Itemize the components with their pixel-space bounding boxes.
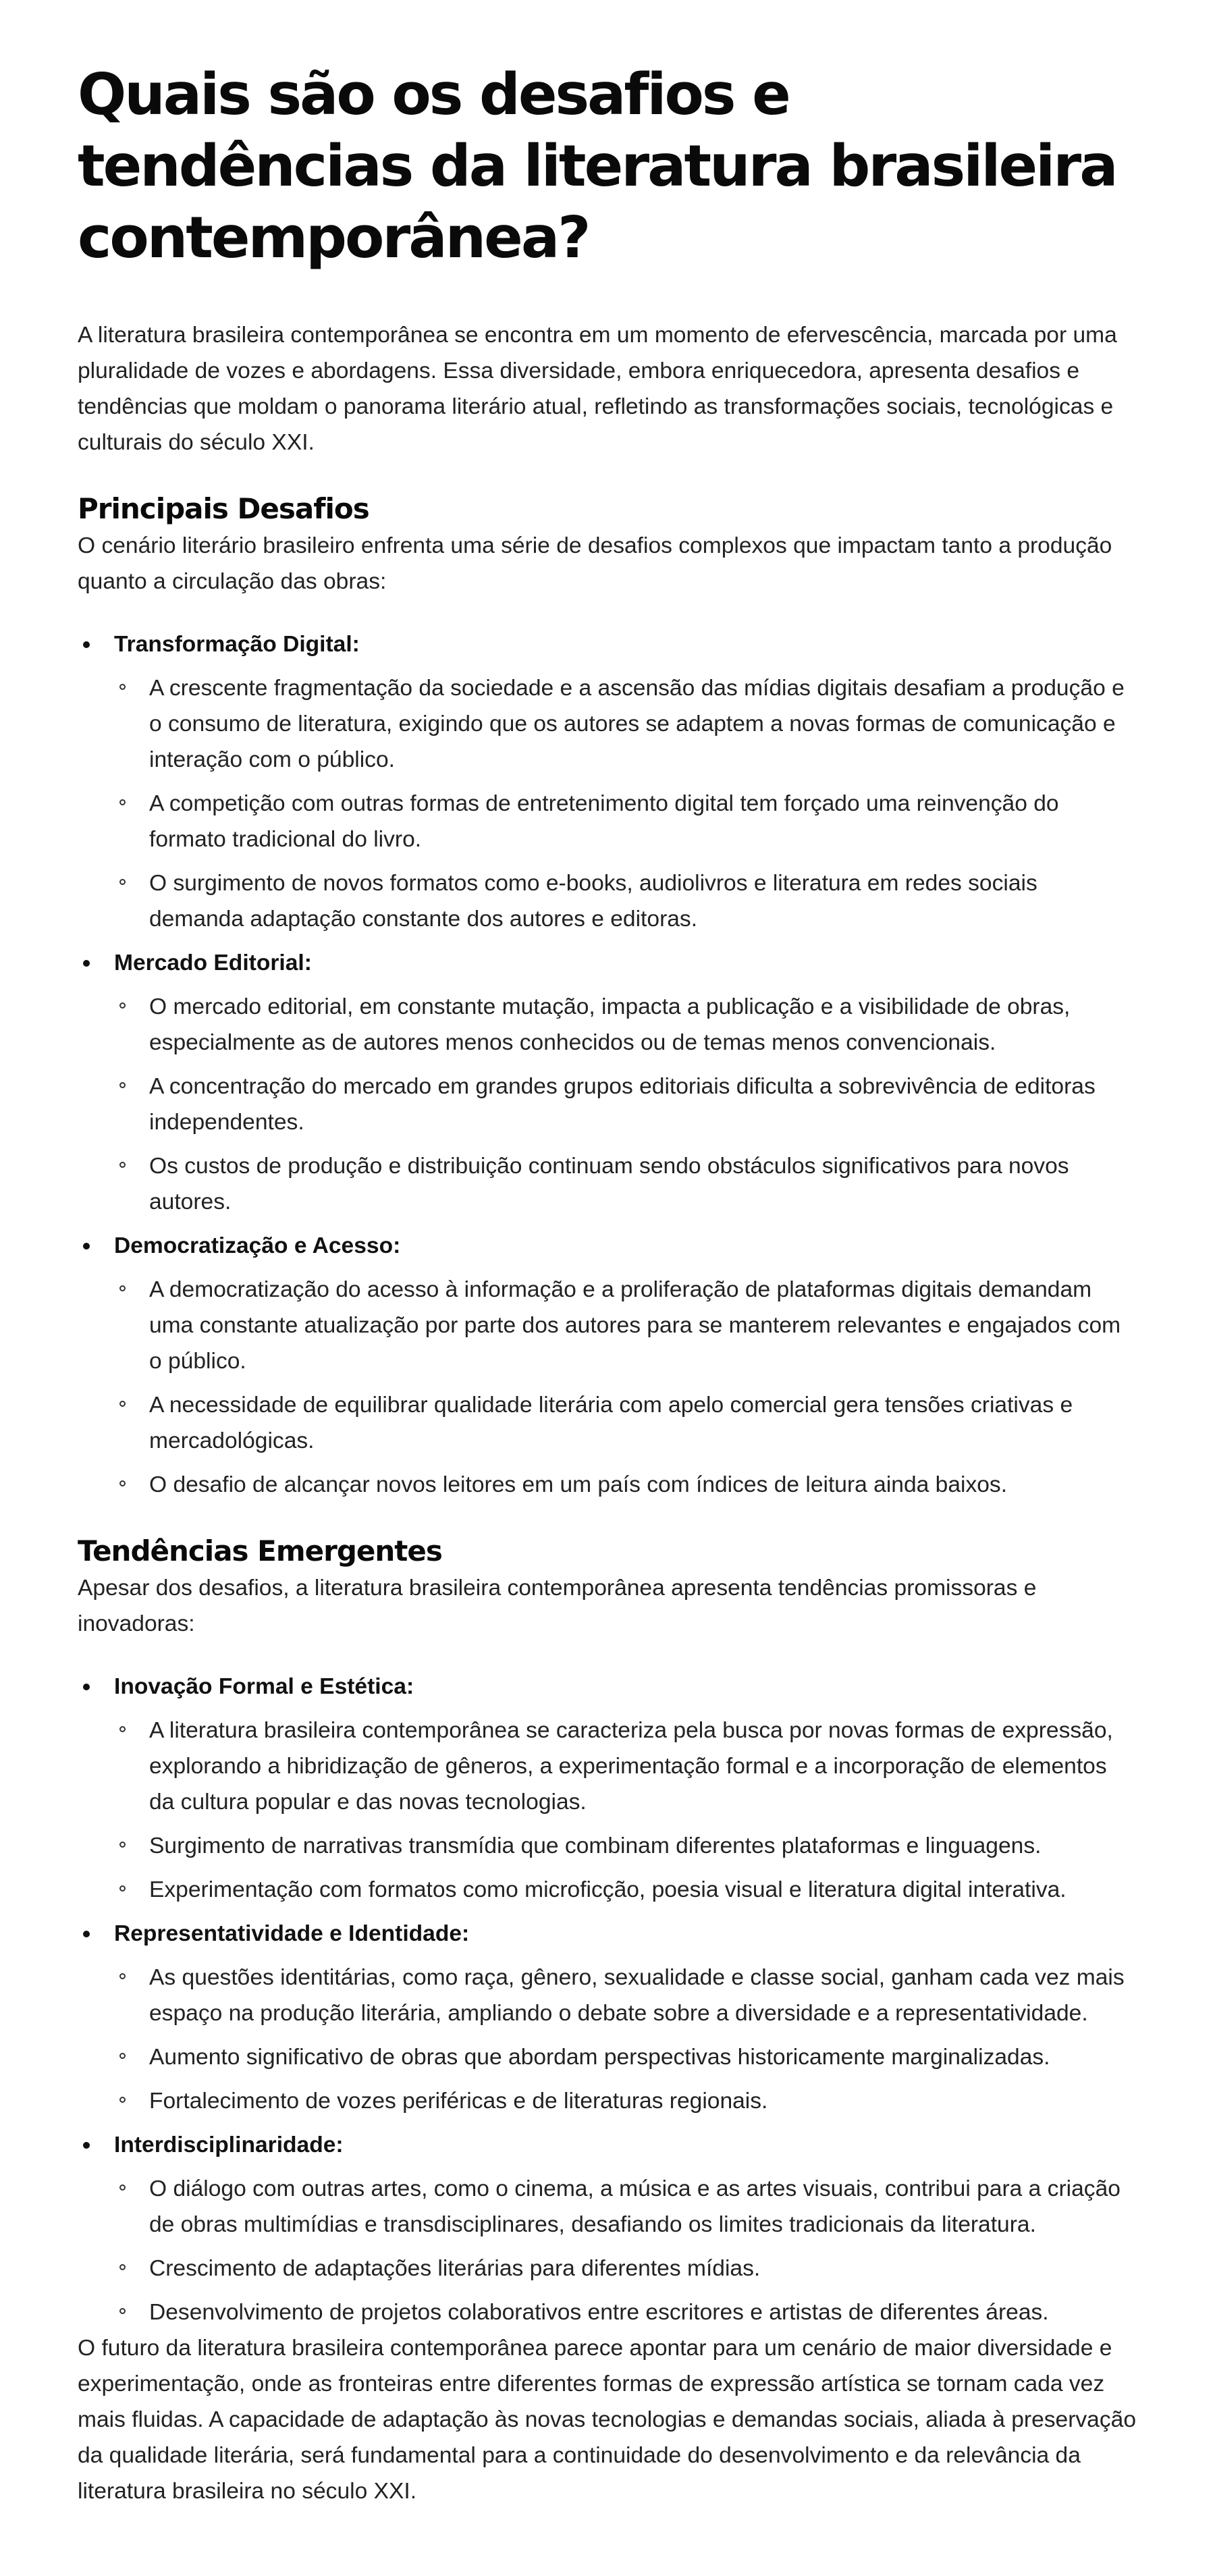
list-item: As questões identitárias, como raça, gênero, sexualidade e classe social, ganham cada vez mais espaço na produção literária, ampliando o debate sobre a diversidade e a representatividade. [114, 1960, 1137, 2031]
conclusion-paragraph: O futuro da literatura brasileira contemporânea parece apontar para um cenário de maior diversidade e experimentação, onde as fronteiras entre diferentes formas de expressão artística se tornam cada vez mais fluidas. A capacidade de adaptação às novas tecnologias e demandas sociais, aliada à preservação da qualidade literária, será fundamental para a continuidade do desenvolvimento e da relevância da literatura brasileira no século XXI. [78, 2336, 1136, 2504]
list-item: A necessidade de equilibrar qualidade literária com apelo comercial gera tensões criativas e mercadológicas. [114, 1387, 1137, 1459]
topic-item [78, 1916, 1137, 2119]
challenges-intro: O cenário literário brasileiro enfrenta uma série de desafios complexos que impactam tanto a produção quanto a circulação das obras: [78, 533, 1112, 594]
topic-item [78, 1669, 1137, 1908]
list-item: Desenvolvimento de projetos colaborativos entre escritores e artistas de diferentes áreas. [114, 2295, 1137, 2330]
trends-list [78, 1669, 1137, 2330]
topic-title: Democratização e Acesso: [114, 1233, 401, 1258]
topic-sublist [114, 989, 1137, 1220]
list-item: O mercado editorial, em constante mutação, impacta a publicação e a visibilidade de obras, especialmente as de autores menos conhecidos ou de temas menos convencionais. [114, 989, 1137, 1061]
topic-title: Inovação Formal e Estética: [114, 1674, 414, 1699]
topic-sublist [114, 2171, 1137, 2330]
challenges-heading: Principais Desafios [78, 492, 369, 525]
page-title: Quais são os desafios e tendências da literatura brasileira contemporânea? [78, 61, 1116, 271]
list-item: A crescente fragmentação da sociedade e a ascensão das mídias digitais desafiam a produção e o consumo de literatura, exigindo que os autores se adaptem a novas formas de comunicação e interação com o público. [114, 670, 1137, 778]
topic-sublist [114, 1272, 1137, 1503]
trends-section [78, 1532, 1137, 2330]
list-item: A concentração do mercado em grandes grupos editoriais dificulta a sobrevivência de editoras independentes. [114, 1069, 1137, 1140]
topic-sublist [114, 670, 1137, 937]
trends-heading: Tendências Emergentes [78, 1534, 442, 1567]
challenges-section [78, 490, 1137, 1503]
topic-item [78, 945, 1137, 1220]
topic-title: Representatividade e Identidade: [114, 1921, 470, 1946]
list-item: Os custos de produção e distribuição continuam sendo obstáculos significativos para novos autores. [114, 1148, 1137, 1220]
trends-intro: Apesar dos desafios, a literatura brasileira contemporânea apresenta tendências promissoras e inovadoras: [78, 1576, 1037, 1636]
topic-title: Interdisciplinaridade: [114, 2132, 344, 2157]
topic-title: Mercado Editorial: [114, 950, 312, 975]
list-item: O diálogo com outras artes, como o cinema, a música e as artes visuais, contribui para a criação de obras multimídias e transdisciplinares, desafiando os limites tradicionais da literatura. [114, 2171, 1137, 2243]
list-item: O surgimento de novos formatos como e-books, audiolivros e literatura em redes sociais demanda adaptação constante dos autores e editoras. [114, 865, 1137, 937]
list-item: A democratização do acesso à informação e a proliferação de plataformas digitais demandam uma constante atualização por parte dos autores para se manterem relevantes e engajados com o público. [114, 1272, 1137, 1379]
intro-paragraph: A literatura brasileira contemporânea se encontra em um momento de efervescência, marcada por uma pluralidade de vozes e abordagens. Essa diversidade, embora enriquecedora, apresenta desafios e tendências que moldam o panorama literário atual, refletindo as transformações sociais, tecnológicas e culturais do século XXI. [78, 323, 1117, 455]
topic-sublist [114, 1960, 1137, 2119]
list-item: Crescimento de adaptações literárias para diferentes mídias. [114, 2251, 1137, 2286]
list-item: Fortalecimento de vozes periféricas e de literaturas regionais. [114, 2083, 1137, 2119]
list-item: O desafio de alcançar novos leitores em um país com índices de leitura ainda baixos. [114, 1467, 1137, 1503]
list-item: A competição com outras formas de entretenimento digital tem forçado uma reinvenção do formato tradicional do livro. [114, 786, 1137, 857]
topic-sublist [114, 1713, 1137, 1908]
list-item: Experimentação com formatos como microficção, poesia visual e literatura digital interativa. [114, 1872, 1137, 1908]
topic-item [78, 626, 1137, 937]
challenges-list [78, 626, 1137, 1503]
list-item: Surgimento de narrativas transmídia que combinam diferentes plataformas e linguagens. [114, 1828, 1137, 1864]
topic-item [78, 1228, 1137, 1503]
list-item: A literatura brasileira contemporânea se caracteriza pela busca por novas formas de expressão, explorando a hibridização de gêneros, a experimentação formal e a incorporação de elementos da cultura popular e das novas tecnologias. [114, 1713, 1137, 1820]
topic-item [78, 2127, 1137, 2330]
topic-title: Transformação Digital: [114, 632, 360, 657]
list-item: Aumento significativo de obras que abordam perspectivas historicamente marginalizadas. [114, 2039, 1137, 2075]
